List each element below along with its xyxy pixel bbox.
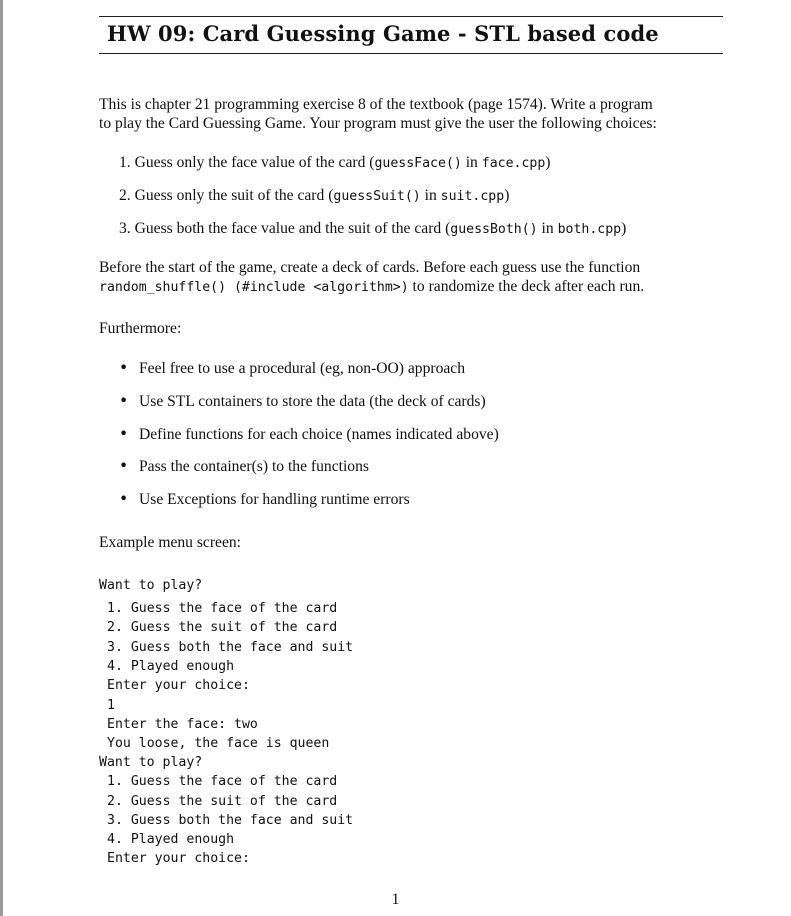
- furthermore-label: Furthermore:: [99, 320, 182, 337]
- example-label: Example menu screen:: [99, 534, 242, 551]
- bullet-item-3: Define functions for each choice (names indicated above): [139, 426, 499, 443]
- code-line: 3. Guess both the face and suit: [107, 640, 354, 655]
- code-line: 1. Guess the face of the card: [107, 601, 338, 616]
- code-line: Enter your choice:: [107, 851, 250, 866]
- code-line: 3. Guess both the face and suit: [107, 813, 354, 828]
- code-line: Enter your choice:: [107, 678, 250, 693]
- before-line-2: random_shuffle() (#include <algorithm>) to randomize the deck after each run.: [99, 278, 645, 295]
- bullet-icon: •: [119, 490, 129, 508]
- code-line: Enter the face: two: [107, 717, 258, 732]
- code-line: 1. Guess the face of the card: [107, 774, 338, 789]
- bullet-icon: •: [119, 392, 129, 410]
- bullet-icon: •: [119, 359, 129, 377]
- code-line: Want to play?: [99, 578, 203, 593]
- bullet-item-1: Feel free to use a procedural (eg, non-OO) approach: [139, 360, 466, 377]
- page-number: 1: [391, 891, 400, 908]
- before-paragraph: [99, 258, 723, 297]
- code-line: 2. Guess the suit of the card: [107, 620, 338, 635]
- bullet-icon: •: [119, 425, 129, 443]
- code-line: 4. Played enough: [107, 832, 235, 847]
- intro-line-2: to play the Card Guessing Game. Your program must give the user the following choices:: [99, 115, 657, 132]
- page-title: HW 09: Card Guessing Game - STL based code: [107, 21, 659, 46]
- before-line-1: Before the start of the game, create a deck of cards. Before each guess use the function: [99, 259, 641, 276]
- intro-line-1: This is chapter 21 programming exercise 8 of the textbook (page 1574). Write a program: [99, 96, 653, 113]
- random-shuffle-code: random_shuffle() (#include <algorithm>): [99, 280, 409, 295]
- bullet-icon: •: [119, 457, 129, 475]
- choice-item-1: 1. Guess only the face value of the card (guessFace() in face.cpp): [119, 154, 551, 171]
- bullet-item-2: Use STL containers to store the data (the deck of cards): [139, 393, 486, 410]
- left-page-edge: [0, 0, 3, 916]
- code-line: 1: [107, 698, 115, 713]
- choice-item-3: 3. Guess both the face value and the suit of the card (guessBoth() in both.cpp): [119, 220, 627, 237]
- bullet-item-5: Use Exceptions for handling runtime errors: [139, 491, 410, 508]
- title-box: [99, 16, 723, 54]
- code-line: Want to play?: [99, 755, 203, 770]
- intro-paragraph: [99, 95, 723, 133]
- code-line: You loose, the face is queen: [107, 736, 330, 751]
- bullet-item-4: Pass the container(s) to the functions: [139, 458, 369, 475]
- code-line: 4. Played enough: [107, 659, 235, 674]
- code-line: 2. Guess the suit of the card: [107, 794, 338, 809]
- choice-item-2: 2. Guess only the suit of the card (guessSuit() in suit.cpp): [119, 187, 510, 204]
